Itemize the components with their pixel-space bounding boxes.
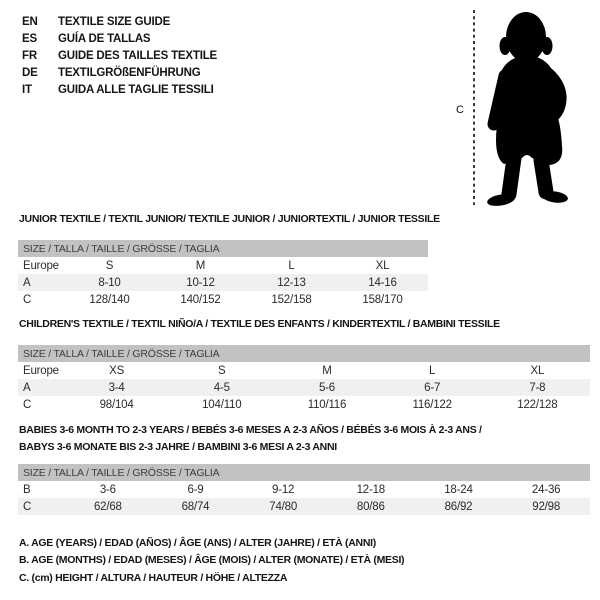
size-value-cell: 92/98 xyxy=(502,498,590,515)
size-value-cell: 98/104 xyxy=(99,398,134,411)
size-value-cell: 3-4 xyxy=(64,379,169,396)
size-header-bar: SIZE / TALLA / TAILLE / GRÖSSE / TAGLIA xyxy=(18,345,590,362)
junior-section-title: JUNIOR TEXTILE / TEXTIL JUNIOR/ TEXTILE JUNIOR / JUNIORTEXTIL / JUNIOR TESSILE xyxy=(19,213,440,225)
size-value-cell: 62/68 xyxy=(64,498,152,515)
row-label: Europe xyxy=(23,259,59,272)
size-value-cell: 104/110 xyxy=(202,398,242,411)
table-row xyxy=(18,257,428,274)
size-value-cell: 3-6 xyxy=(99,483,116,496)
size-value-cell: 110/116 xyxy=(307,398,347,411)
language-name: TEXTILE SIZE GUIDE xyxy=(58,15,171,28)
size-value-cell: 24-36 xyxy=(531,483,561,496)
table-row xyxy=(18,291,428,308)
language-code: IT xyxy=(22,84,32,97)
language-row xyxy=(22,30,217,47)
size-value-cell: 5-6 xyxy=(274,379,379,396)
size-value-cell: 68/74 xyxy=(152,498,240,515)
measure-label-c: C xyxy=(456,104,464,116)
table-row xyxy=(18,274,428,291)
size-value-cell: L xyxy=(429,364,436,377)
children-size-table xyxy=(18,345,590,413)
row-label: C xyxy=(23,293,32,306)
language-name: TEXTILGRÖßENFÜHRUNG xyxy=(58,67,201,80)
size-value-cell: 7-8 xyxy=(485,379,590,396)
size-value-cell: 80/86 xyxy=(327,498,415,515)
size-header-bar: SIZE / TALLA / TAILLE / GRÖSSE / TAGLIA xyxy=(18,240,428,257)
table-row xyxy=(18,379,590,396)
row-label: Europe xyxy=(23,364,59,377)
row-label: C xyxy=(18,498,64,515)
size-value-cell: 4-5 xyxy=(169,379,274,396)
size-value-cell: M xyxy=(322,364,332,377)
babies-section-title xyxy=(19,422,539,456)
size-value-cell: 158/170 xyxy=(362,293,403,306)
size-value-cell: 12-18 xyxy=(356,483,385,496)
language-row xyxy=(22,65,217,82)
size-value-cell: XL xyxy=(375,259,390,272)
size-value-cell: 14-16 xyxy=(337,274,428,291)
row-label: C xyxy=(23,398,32,411)
size-value-cell: 128/140 xyxy=(89,293,130,306)
language-code: DE xyxy=(22,67,38,80)
legend-line-c: C. (cm) HEIGHT / ALTURA / HAUTEUR / HÖHE / ALTEZZA xyxy=(19,571,288,584)
row-label: A xyxy=(18,274,64,291)
size-value-cell: 140/152 xyxy=(180,293,221,306)
size-value-cell: S xyxy=(105,259,114,272)
table-row xyxy=(18,362,590,379)
size-value-cell: 6-9 xyxy=(187,483,204,496)
size-value-cell: XS xyxy=(109,364,125,377)
babies-section-title-line2: BABYS 3-6 MONATE BIS 2-3 JAHRE / BAMBINI 3-6 MESI A 2-3 ANNI xyxy=(19,441,337,453)
size-value-cell: 9-12 xyxy=(272,483,295,496)
size-value-cell: 74/80 xyxy=(239,498,327,515)
language-row xyxy=(22,82,217,99)
language-name: GUÍA DE TALLAS xyxy=(58,32,151,45)
size-header-bar: SIZE / TALLA / TAILLE / GRÖSSE / TAGLIA xyxy=(18,464,590,481)
size-value-cell: 6-7 xyxy=(380,379,485,396)
language-row xyxy=(22,47,217,64)
language-code: ES xyxy=(22,32,37,45)
size-value-cell: 8-10 xyxy=(64,274,155,291)
row-label: A xyxy=(18,379,64,396)
size-value-cell: 116/122 xyxy=(412,398,452,411)
language-row xyxy=(22,13,217,30)
babies-section-title-line1: BABIES 3-6 MONTH TO 2-3 YEARS / BEBÉS 3-6 MESES A 2-3 AÑOS / BÉBÉS 3-6 MOIS À 2-3 ANS / xyxy=(19,424,482,436)
language-name: GUIDA ALLE TAGLIE TESSILI xyxy=(58,84,214,97)
baby-silhouette-icon xyxy=(450,5,600,210)
size-value-cell: 122/128 xyxy=(517,398,558,411)
size-value-cell: 18-24 xyxy=(444,483,473,496)
legend-line-b: B. AGE (MONTHS) / EDAD (MESES) / ÂGE (MOIS) / ALTER (MONATE) / ETÀ (MESI) xyxy=(19,554,405,567)
size-value-cell: 86/92 xyxy=(415,498,503,515)
size-value-cell: S xyxy=(218,364,226,377)
size-value-cell: XL xyxy=(530,364,545,377)
table-row xyxy=(18,498,590,515)
legend-line-a: A. AGE (YEARS) / EDAD (AÑOS) / ÂGE (ANS) / ALTER (JAHRE) / ETÀ (ANNI) xyxy=(19,537,376,549)
measurement-legend xyxy=(19,537,404,589)
size-value-cell: M xyxy=(195,259,206,272)
children-section-title: CHILDREN'S TEXTILE / TEXTIL NIÑO/A / TEXTILE DES ENFANTS / KINDERTEXTIL / BAMBINI TESSILE xyxy=(19,318,500,330)
language-name: GUIDE DES TAILLES TEXTILE xyxy=(58,49,217,62)
table-row xyxy=(18,481,590,498)
babies-size-table xyxy=(18,464,590,515)
table-row xyxy=(18,396,590,413)
size-value-cell: 10-12 xyxy=(155,274,246,291)
row-label: B xyxy=(23,483,31,496)
height-measure-figure xyxy=(450,5,600,210)
language-code: EN xyxy=(22,15,38,28)
language-header xyxy=(22,13,217,99)
size-value-cell: L xyxy=(288,259,295,272)
junior-size-table xyxy=(18,240,428,308)
language-code: FR xyxy=(22,49,37,62)
size-value-cell: 12-13 xyxy=(246,274,337,291)
size-value-cell: 152/158 xyxy=(271,293,312,306)
